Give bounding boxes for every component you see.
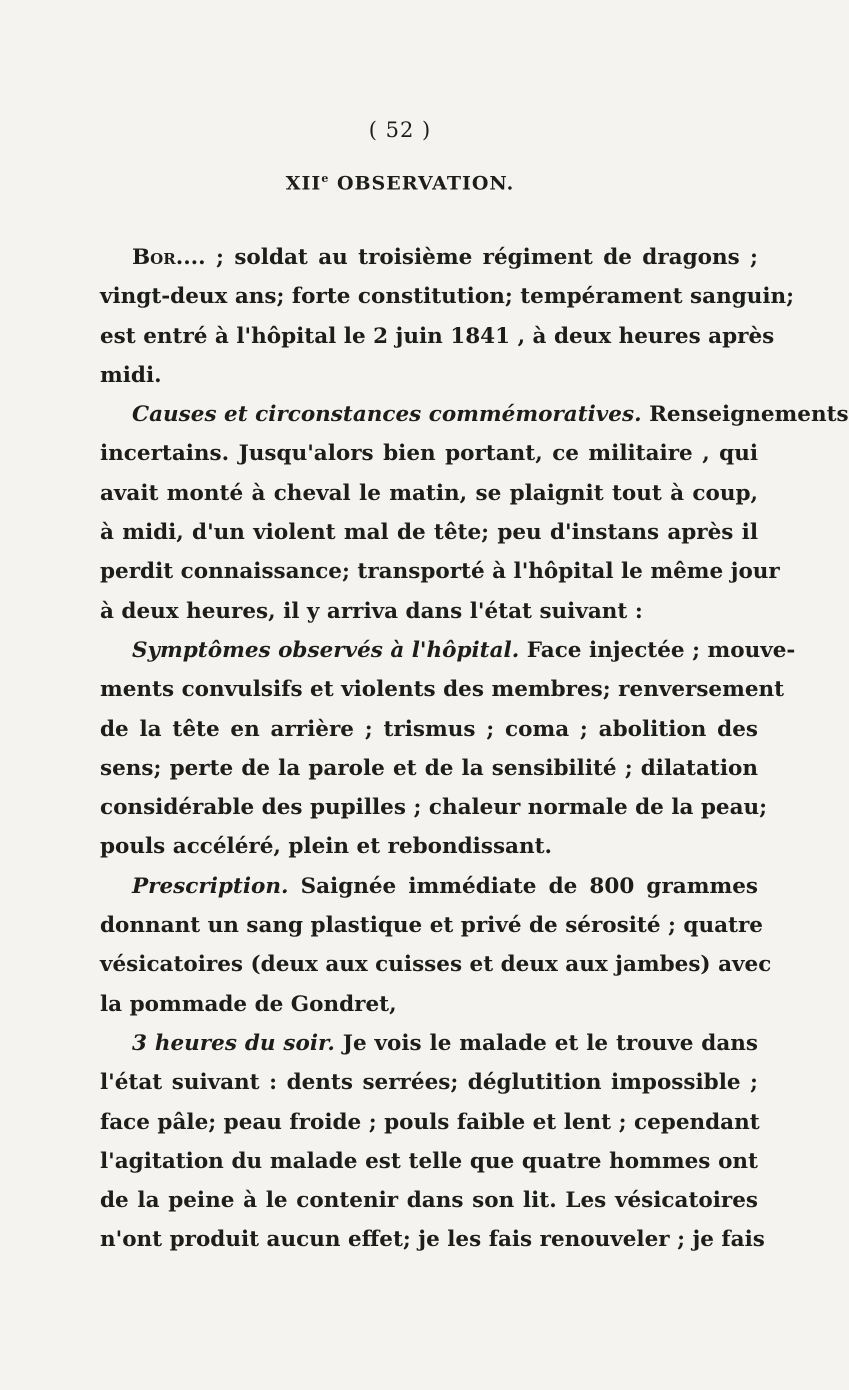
paragraph (68, 238, 795, 395)
text-line (68, 513, 758, 552)
line-text: face pâle; peau froide ; pouls faible et lent ; cependant (100, 1109, 760, 1135)
line-text: Renseignements (641, 402, 849, 428)
heading-superscript: e (321, 172, 330, 185)
text-line (68, 395, 849, 434)
text-line (68, 1220, 765, 1259)
line-text: l'agitation du malade est telle que quatre hommes ont (100, 1148, 758, 1174)
paragraph (68, 631, 796, 867)
text-line (68, 592, 758, 631)
text-line (68, 710, 758, 749)
line-text: la pommade de Gondret, (100, 991, 397, 1017)
line-text: considérable des pupilles ; chaleur normale de la peau; (100, 795, 768, 821)
line-text: midi. (100, 362, 162, 388)
text-line (68, 1103, 758, 1142)
section-label: Prescription. (132, 873, 289, 899)
page-number: ( 52 ) (368, 118, 432, 142)
line-text: à midi, d'un violent mal de tête; peu d'instans après il (100, 520, 758, 546)
text-line (68, 317, 775, 356)
body-text (68, 238, 849, 1260)
text-line (68, 985, 758, 1024)
line-text: à deux heures, il y arriva dans l'état suivant : (100, 598, 643, 624)
line-text: perdit connaissance; transporté à l'hôpital le même jour (100, 559, 780, 585)
line-text: est entré à l'hôpital le 2 juin 1841 , à deux heures après (100, 323, 775, 349)
text-line (68, 434, 758, 473)
line-text: vingt-deux ans; forte constitution; tempérament sanguin; (100, 284, 795, 310)
line-text: pouls accéléré, plein et rebondissant. (100, 834, 553, 860)
text-line (68, 277, 795, 316)
line-text: de la tête en arrière ; trismus ; coma ; abolition des (100, 716, 758, 742)
text-line (68, 356, 758, 395)
line-text: de la peine à le contenir dans son lit. Les vésicatoires (100, 1188, 758, 1214)
line-text: Face injectée ; mouve- (519, 637, 796, 663)
text-line (68, 749, 758, 788)
section-label: Symptômes observés à l'hôpital. (132, 637, 520, 663)
paragraph (68, 1024, 765, 1260)
text-line (68, 827, 758, 866)
text-line (68, 1063, 758, 1102)
line-text: l'état suivant : dents serrées; déglutition impossible ; (100, 1070, 758, 1096)
line-text: ; soldat au troisième régiment de dragons ; (205, 245, 758, 270)
line-text: n'ont produit aucun effet; je les fais renouveler ; je fais (100, 1227, 765, 1253)
text-line (68, 631, 796, 670)
text-line (68, 1024, 758, 1063)
patient-name: Bor.... (132, 245, 206, 270)
heading-title: OBSERVATION. (329, 172, 515, 195)
line-text: ments convulsifs et violents des membres; renversement (100, 677, 785, 703)
section-label: 3 heures du soir. (132, 1030, 335, 1056)
text-line (68, 474, 758, 513)
text-line (68, 670, 785, 709)
text-line (68, 788, 768, 827)
line-text: incertains. Jusqu'alors bien portant, ce militaire , qui (100, 441, 758, 467)
line-text: Je vois le malade et le trouve dans (334, 1030, 758, 1056)
text-line (68, 552, 780, 591)
text-line (68, 906, 763, 945)
paragraph (68, 395, 849, 631)
text-line (68, 238, 758, 277)
section-label: Causes et circonstances commémoratives. (132, 402, 642, 428)
line-text: donnant un sang plastique et privé de sérosité ; quatre (100, 913, 763, 939)
line-text: Saignée immédiate de 800 grammes (288, 873, 758, 899)
heading-roman-numeral: XII (285, 172, 322, 195)
line-text: avait monté à cheval le matin, se plaignit tout à coup, (100, 480, 758, 506)
text-line (68, 867, 758, 906)
line-text: vésicatoires (deux aux cuisses et deux aux jambes) avec (100, 952, 772, 978)
line-text: sens; perte de la parole et de la sensibilité ; dilatation (100, 755, 758, 781)
text-line (68, 1142, 758, 1181)
observation-heading (0, 172, 800, 194)
text-line (68, 945, 772, 984)
paragraph (68, 867, 772, 1024)
text-line (68, 1181, 758, 1220)
